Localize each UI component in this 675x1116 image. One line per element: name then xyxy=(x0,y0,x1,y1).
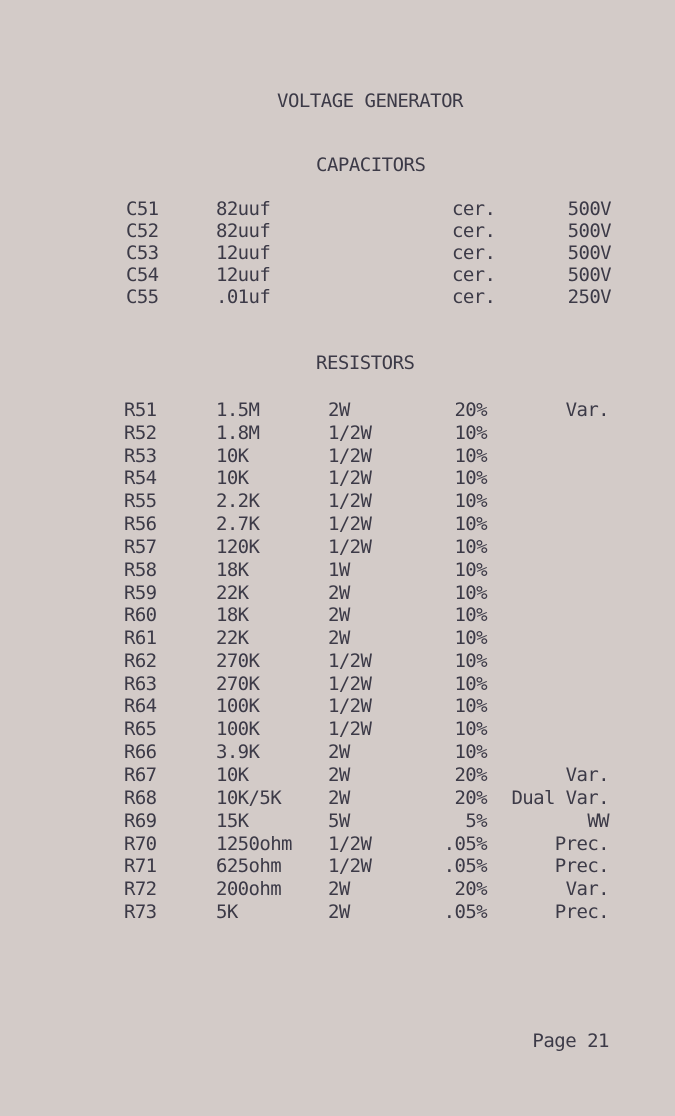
resistor-id: R54 xyxy=(124,467,157,489)
resistor-row xyxy=(0,718,675,740)
capacitor-value: 82uuf xyxy=(216,220,271,242)
resistor-value: 100K xyxy=(216,718,260,740)
resistor-id: R66 xyxy=(124,741,157,763)
resistor-value: 18K xyxy=(216,559,249,581)
resistor-value: 1.5M xyxy=(216,399,260,421)
capacitor-row xyxy=(0,286,675,308)
resistor-value: 18K xyxy=(216,604,249,626)
resistor-id: R72 xyxy=(124,878,157,900)
resistor-id: R67 xyxy=(124,764,157,786)
resistor-id: R60 xyxy=(124,604,157,626)
page-title: VOLTAGE GENERATOR xyxy=(277,90,463,112)
resistor-row xyxy=(0,445,675,467)
resistor-value: 22K xyxy=(216,627,249,649)
resistor-tolerance: 10% xyxy=(454,582,487,604)
capacitor-type: cer. xyxy=(452,286,496,308)
resistor-row xyxy=(0,582,675,604)
resistor-tolerance: 10% xyxy=(454,445,487,467)
resistor-id: R69 xyxy=(124,810,157,832)
resistor-tolerance: 10% xyxy=(454,741,487,763)
resistor-row xyxy=(0,855,675,877)
capacitor-id: C51 xyxy=(126,198,159,220)
resistor-id: R51 xyxy=(124,399,157,421)
resistor-note: Var. xyxy=(565,764,609,786)
resistor-tolerance: 10% xyxy=(454,490,487,512)
resistor-value: 1250ohm xyxy=(216,833,292,855)
resistor-tolerance: .05% xyxy=(443,833,487,855)
resistor-wattage: 2W xyxy=(328,627,350,649)
capacitors-heading: CAPACITORS xyxy=(316,154,426,176)
resistor-tolerance: 20% xyxy=(454,878,487,900)
resistor-tolerance: 10% xyxy=(454,467,487,489)
capacitor-type: cer. xyxy=(452,198,496,220)
resistor-value: 5K xyxy=(216,901,238,923)
resistor-wattage: 1/2W xyxy=(328,718,372,740)
resistor-note: Prec. xyxy=(554,855,609,877)
resistor-id: R53 xyxy=(124,445,157,467)
resistor-note: Prec. xyxy=(554,901,609,923)
resistor-wattage: 1/2W xyxy=(328,422,372,444)
resistor-id: R59 xyxy=(124,582,157,604)
resistor-wattage: 1/2W xyxy=(328,650,372,672)
resistor-id: R58 xyxy=(124,559,157,581)
resistor-id: R62 xyxy=(124,650,157,672)
resistor-tolerance: 10% xyxy=(454,536,487,558)
capacitor-row xyxy=(0,198,675,220)
resistor-note: WW xyxy=(587,810,609,832)
resistor-id: R56 xyxy=(124,513,157,535)
capacitor-voltage: 500V xyxy=(567,198,611,220)
resistor-tolerance: 20% xyxy=(454,764,487,786)
resistor-wattage: 5W xyxy=(328,810,350,832)
resistor-wattage: 1/2W xyxy=(328,445,372,467)
resistor-wattage: 1/2W xyxy=(328,490,372,512)
capacitor-row xyxy=(0,220,675,242)
resistor-value: 120K xyxy=(216,536,260,558)
resistor-id: R64 xyxy=(124,695,157,717)
resistor-id: R71 xyxy=(124,855,157,877)
capacitor-voltage: 500V xyxy=(567,220,611,242)
resistor-tolerance: 10% xyxy=(454,422,487,444)
resistor-id: R73 xyxy=(124,901,157,923)
resistor-id: R63 xyxy=(124,673,157,695)
resistor-value: 1.8M xyxy=(216,422,260,444)
resistor-value: 10K/5K xyxy=(216,787,282,809)
resistor-wattage: 2W xyxy=(328,878,350,900)
resistor-tolerance: 10% xyxy=(454,718,487,740)
capacitor-id: C52 xyxy=(126,220,159,242)
capacitor-id: C54 xyxy=(126,264,159,286)
resistor-wattage: 1/2W xyxy=(328,833,372,855)
resistor-value: 200ohm xyxy=(216,878,282,900)
resistor-wattage: 1W xyxy=(328,559,350,581)
capacitor-value: 82uuf xyxy=(216,198,271,220)
resistor-tolerance: 10% xyxy=(454,695,487,717)
resistor-value: 10K xyxy=(216,445,249,467)
resistor-value: 15K xyxy=(216,810,249,832)
resistor-value: 625ohm xyxy=(216,855,282,877)
resistor-wattage: 2W xyxy=(328,764,350,786)
resistor-value: 3.9K xyxy=(216,741,260,763)
resistor-row xyxy=(0,604,675,626)
resistor-tolerance: 10% xyxy=(454,604,487,626)
resistor-wattage: 1/2W xyxy=(328,855,372,877)
resistor-wattage: 1/2W xyxy=(328,695,372,717)
resistor-row xyxy=(0,650,675,672)
resistor-id: R52 xyxy=(124,422,157,444)
resistor-tolerance: 10% xyxy=(454,559,487,581)
resistor-note: Var. xyxy=(565,878,609,900)
resistor-row xyxy=(0,810,675,832)
resistor-row xyxy=(0,764,675,786)
resistor-row xyxy=(0,490,675,512)
resistor-row xyxy=(0,467,675,489)
resistor-tolerance: 20% xyxy=(454,787,487,809)
resistor-wattage: 2W xyxy=(328,741,350,763)
resistor-wattage: 2W xyxy=(328,901,350,923)
resistor-value: 2.2K xyxy=(216,490,260,512)
resistor-row xyxy=(0,901,675,923)
resistor-row xyxy=(0,536,675,558)
resistor-tolerance: .05% xyxy=(443,901,487,923)
capacitor-value: .01uf xyxy=(216,286,271,308)
resistor-tolerance: 10% xyxy=(454,673,487,695)
resistor-id: R57 xyxy=(124,536,157,558)
resistor-id: R68 xyxy=(124,787,157,809)
resistor-note: Prec. xyxy=(554,833,609,855)
resistor-row xyxy=(0,878,675,900)
resistor-row xyxy=(0,627,675,649)
resistor-value: 100K xyxy=(216,695,260,717)
capacitor-value: 12uuf xyxy=(216,242,271,264)
resistor-row xyxy=(0,787,675,809)
capacitor-id: C55 xyxy=(126,286,159,308)
resistor-row xyxy=(0,833,675,855)
capacitor-value: 12uuf xyxy=(216,264,271,286)
capacitor-row xyxy=(0,264,675,286)
resistor-tolerance: 10% xyxy=(454,513,487,535)
resistor-id: R70 xyxy=(124,833,157,855)
resistor-wattage: 2W xyxy=(328,399,350,421)
resistor-id: R65 xyxy=(124,718,157,740)
capacitor-voltage: 500V xyxy=(567,264,611,286)
resistor-wattage: 1/2W xyxy=(328,673,372,695)
resistor-tolerance: 20% xyxy=(454,399,487,421)
resistor-row xyxy=(0,399,675,421)
resistor-row xyxy=(0,741,675,763)
resistor-wattage: 1/2W xyxy=(328,513,372,535)
resistor-id: R61 xyxy=(124,627,157,649)
resistors-heading: RESISTORS xyxy=(316,352,415,374)
capacitor-row xyxy=(0,242,675,264)
resistor-wattage: 1/2W xyxy=(328,467,372,489)
resistor-note: Dual Var. xyxy=(511,787,609,809)
resistor-value: 10K xyxy=(216,764,249,786)
resistor-value: 270K xyxy=(216,650,260,672)
resistor-row xyxy=(0,559,675,581)
capacitor-type: cer. xyxy=(452,264,496,286)
resistor-row xyxy=(0,422,675,444)
capacitor-type: cer. xyxy=(452,242,496,264)
resistor-tolerance: 10% xyxy=(454,627,487,649)
resistor-wattage: 2W xyxy=(328,787,350,809)
resistor-row xyxy=(0,513,675,535)
resistor-tolerance: 5% xyxy=(465,810,487,832)
capacitor-type: cer. xyxy=(452,220,496,242)
resistor-value: 10K xyxy=(216,467,249,489)
resistor-wattage: 2W xyxy=(328,604,350,626)
resistor-wattage: 1/2W xyxy=(328,536,372,558)
resistor-note: Var. xyxy=(565,399,609,421)
capacitor-id: C53 xyxy=(126,242,159,264)
resistor-row xyxy=(0,673,675,695)
capacitor-voltage: 250V xyxy=(567,286,611,308)
resistor-value: 270K xyxy=(216,673,260,695)
resistor-tolerance: .05% xyxy=(443,855,487,877)
resistor-row xyxy=(0,695,675,717)
resistor-id: R55 xyxy=(124,490,157,512)
resistor-tolerance: 10% xyxy=(454,650,487,672)
capacitor-voltage: 500V xyxy=(567,242,611,264)
page-number: Page 21 xyxy=(532,1030,609,1052)
resistor-wattage: 2W xyxy=(328,582,350,604)
resistor-value: 2.7K xyxy=(216,513,260,535)
resistor-value: 22K xyxy=(216,582,249,604)
